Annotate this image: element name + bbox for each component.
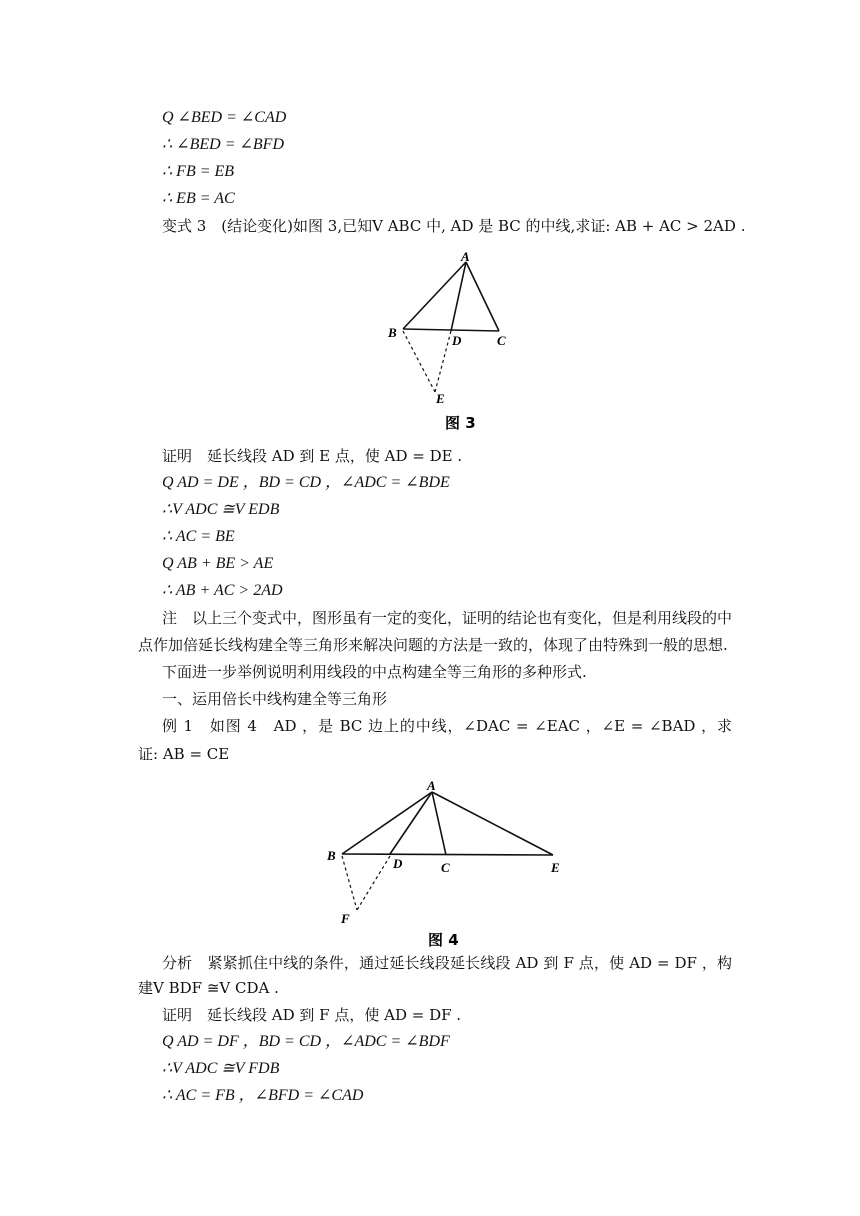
figure-3-caption: 图 3 xyxy=(445,414,476,432)
label-e: E xyxy=(551,860,560,875)
label-d: D xyxy=(452,333,462,348)
example-1-line-1: 例 1 如图 4 AD ，是 BC 边上的中线，∠DAC = ∠EAC ，∠E = ∠BAD ，求 xyxy=(162,717,732,735)
proof-line-2: ∴ ∠BED = ∠BFD xyxy=(162,136,284,153)
proof-line-6: ∴V ADC ≅V EDB xyxy=(162,501,280,518)
proof-line-12: ∴ AC = FB ，∠BFD = ∠CAD xyxy=(162,1087,364,1104)
proof-line-4: ∴ EB = AC xyxy=(162,190,235,207)
intro-paragraph: 下面进一步举例说明利用线段的中点构建全等三角形的多种形式. xyxy=(162,663,587,681)
label-c: C xyxy=(441,860,450,875)
figure-4-caption: 图 4 xyxy=(428,931,459,949)
label-c: C xyxy=(497,333,506,348)
label-a: A xyxy=(461,249,470,264)
label-f: F xyxy=(341,911,350,926)
label-b: B xyxy=(388,325,397,340)
label-d: D xyxy=(393,856,403,871)
proof-line-7: ∴ AC = BE xyxy=(162,528,235,545)
note-paragraph-line-2: 点作加倍延长线构建全等三角形来解决问题的方法是一致的，体现了由特殊到一般的思想. xyxy=(138,636,728,654)
label-b: B xyxy=(327,848,336,863)
analysis-line-2: 建V BDF ≅V CDA . xyxy=(138,979,279,997)
proof-line-11: ∴V ADC ≅V FDB xyxy=(162,1060,280,1077)
proof-line-9: ∴ AB + AC > 2AD xyxy=(162,582,283,599)
proof-intro-3: 证明 延长线段 AD 到 E 点，使 AD = DE . xyxy=(162,447,463,465)
proof-line-5: Q AD = DE ，BD = CD ，∠ADC = ∠BDE xyxy=(162,474,450,491)
label-e: E xyxy=(436,391,445,406)
analysis-line-1: 分析 紧紧抓住中线的条件，通过延长线段延长线段 AD 到 F 点，使 AD = DF ，构 xyxy=(162,954,732,972)
section-heading: 一、运用倍长中线构建全等三角形 xyxy=(162,690,388,708)
proof-line-8: Q AB + BE > AE xyxy=(162,555,274,572)
proof-line-3: ∴ FB = EB xyxy=(162,163,235,180)
label-a: A xyxy=(427,778,436,793)
variant-3-statement: 变式 3 (结论变化)如图 3,已知V ABC 中, AD 是 BC 的中线,求证: AB + AC > 2AD . xyxy=(162,217,746,235)
example-1-line-2: 证: AB = CE xyxy=(138,745,230,763)
proof-line-10: Q AD = DF ，BD = CD ，∠ADC = ∠BDF xyxy=(162,1033,450,1050)
proof-line-1: Q ∠BED = ∠CAD xyxy=(162,109,287,126)
note-paragraph-line-1: 注 以上三个变式中，图形虽有一定的变化，证明的结论也有变化，但是利用线段的中 xyxy=(162,609,733,627)
proof-intro-4: 证明 延长线段 AD 到 F 点，使 AD = DF . xyxy=(162,1006,462,1024)
